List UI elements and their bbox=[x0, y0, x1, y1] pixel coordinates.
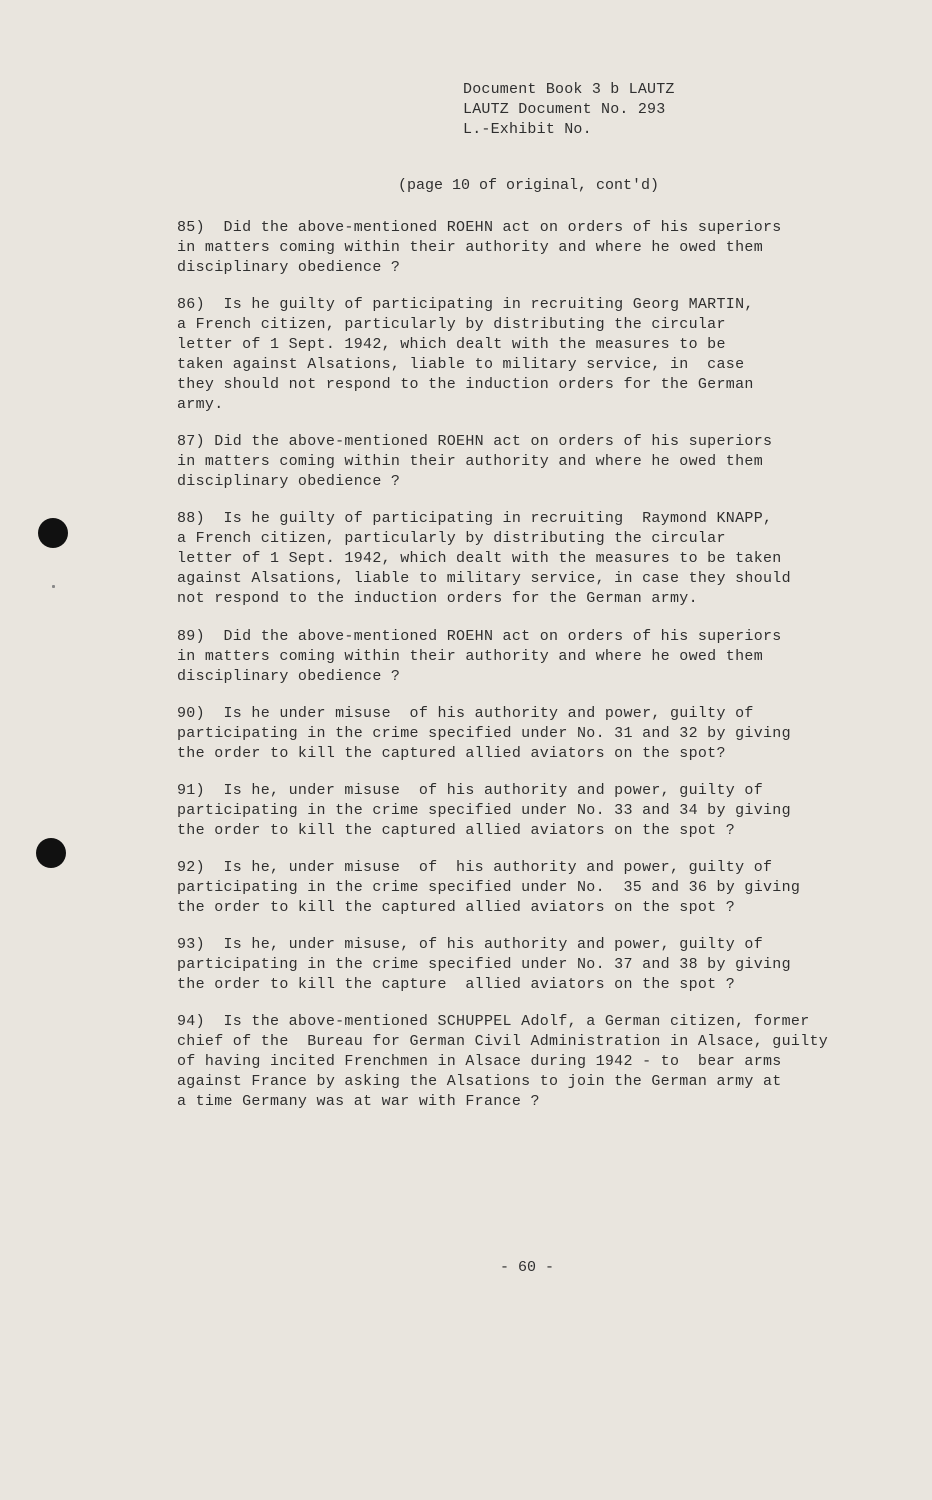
header-line-book: Document Book 3 b LAUTZ bbox=[463, 81, 675, 98]
page-subtitle: (page 10 of original, cont'd) bbox=[398, 177, 660, 194]
paragraph-94 bbox=[177, 1012, 877, 1112]
paragraph-line: a French citizen, particularly by distributing the circular bbox=[177, 316, 726, 333]
paragraph-line: they should not respond to the induction orders for the German bbox=[177, 376, 754, 393]
paragraph-88 bbox=[177, 509, 877, 609]
paragraph-line: not respond to the induction orders for the German army. bbox=[177, 590, 698, 607]
paragraph-line: disciplinary obedience ? bbox=[177, 668, 401, 685]
paragraph-line: participating in the crime specified under No. 37 and 38 by giving bbox=[177, 956, 791, 973]
paragraph-line: disciplinary obedience ? bbox=[177, 259, 401, 276]
paragraph-line: 91) Is he, under misuse of his authority and power, guilty of bbox=[177, 782, 763, 799]
paragraph-line: a French citizen, particularly by distributing the circular bbox=[177, 530, 726, 547]
paragraph-line: 90) Is he under misuse of his authority and power, guilty of bbox=[177, 705, 754, 722]
paragraph-line: army. bbox=[177, 396, 224, 413]
header-line-document: LAUTZ Document No. 293 bbox=[463, 101, 666, 118]
paragraph-89 bbox=[177, 627, 877, 687]
paragraph-line: 94) Is the above-mentioned SCHUPPEL Adolf, a German citizen, former bbox=[177, 1013, 810, 1030]
paragraph-line: in matters coming within their authority and where he owed them bbox=[177, 239, 763, 256]
punch-hole-lower bbox=[36, 838, 66, 868]
paragraph-line: participating in the crime specified under No. 31 and 32 by giving bbox=[177, 725, 791, 742]
paragraph-line: taken against Alsations, liable to military service, in case bbox=[177, 356, 745, 373]
paragraph-87 bbox=[177, 432, 877, 492]
paragraph-line: participating in the crime specified under No. 35 and 36 by giving bbox=[177, 879, 801, 896]
paragraph-93 bbox=[177, 935, 877, 995]
margin-mark bbox=[52, 585, 55, 588]
paragraph-line: disciplinary obedience ? bbox=[177, 473, 401, 490]
paragraph-line: the order to kill the captured allied aviators on the spot? bbox=[177, 745, 726, 762]
paragraph-line: 85) Did the above-mentioned ROEHN act on orders of his superiors bbox=[177, 219, 782, 236]
paragraph-line: letter of 1 Sept. 1942, which dealt with the measures to be bbox=[177, 336, 726, 353]
paragraph-line: of having incited Frenchmen in Alsace during 1942 - to bear arms bbox=[177, 1053, 782, 1070]
paragraph-line: letter of 1 Sept. 1942, which dealt with the measures to be taken bbox=[177, 550, 782, 567]
paragraph-line: 88) Is he guilty of participating in recruiting Raymond KNAPP, bbox=[177, 510, 773, 527]
paragraph-line: the order to kill the capture allied aviators on the spot ? bbox=[177, 976, 736, 993]
punch-hole-upper bbox=[38, 518, 68, 548]
paragraph-92 bbox=[177, 858, 877, 918]
paragraph-line: 92) Is he, under misuse of his authority and power, guilty of bbox=[177, 859, 773, 876]
paragraph-line: chief of the Bureau for German Civil Administration in Alsace, guilty bbox=[177, 1033, 829, 1050]
paragraph-line: a time Germany was at war with France ? bbox=[177, 1093, 540, 1110]
paragraph-line: the order to kill the captured allied aviators on the spot ? bbox=[177, 899, 736, 916]
paragraph-line: against France by asking the Alsations to join the German army at bbox=[177, 1073, 782, 1090]
paragraph-90 bbox=[177, 704, 877, 764]
paragraph-86 bbox=[177, 295, 877, 415]
paragraph-line: participating in the crime specified under No. 33 and 34 by giving bbox=[177, 802, 791, 819]
paragraph-line: 93) Is he, under misuse, of his authority and power, guilty of bbox=[177, 936, 763, 953]
paragraph-line: 86) Is he guilty of participating in recruiting Georg MARTIN, bbox=[177, 296, 754, 313]
paragraph-line: the order to kill the captured allied aviators on the spot ? bbox=[177, 822, 736, 839]
header-line-exhibit: L.-Exhibit No. bbox=[463, 121, 592, 138]
page-number: - 60 - bbox=[500, 1259, 555, 1276]
paragraph-line: against Alsations, liable to military service, in case they should bbox=[177, 570, 791, 587]
document-header bbox=[463, 80, 675, 140]
paragraph-85 bbox=[177, 218, 877, 278]
paragraph-91 bbox=[177, 781, 877, 841]
paragraph-line: 87) Did the above-mentioned ROEHN act on orders of his superiors bbox=[177, 433, 773, 450]
paragraph-line: 89) Did the above-mentioned ROEHN act on orders of his superiors bbox=[177, 628, 782, 645]
paragraph-line: in matters coming within their authority and where he owed them bbox=[177, 648, 763, 665]
paragraph-line: in matters coming within their authority and where he owed them bbox=[177, 453, 763, 470]
